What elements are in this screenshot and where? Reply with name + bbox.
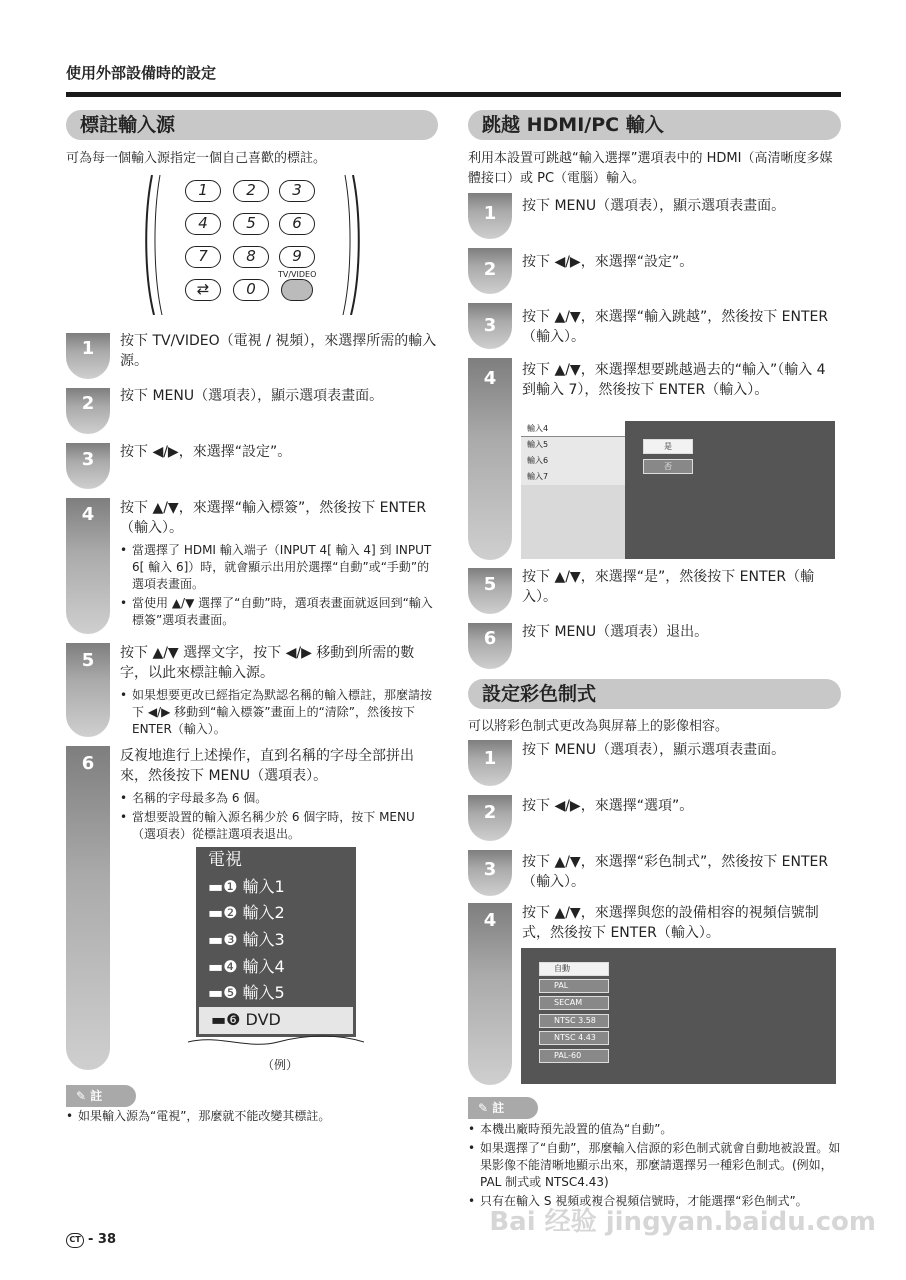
key-0: 0 xyxy=(233,279,269,301)
menu-item: ▬❺ 輸入5 xyxy=(208,983,285,1003)
input-item-selected: 輸入4 xyxy=(521,421,625,437)
menu-item: ▬❷ 輸入2 xyxy=(208,903,285,923)
step-text: 按下 ◀/▶，來選擇“選項”。 xyxy=(522,798,694,814)
watermark-logo: Bai 经验 jingyan.baidu.com xyxy=(489,1207,876,1237)
input-plug-icon: ▬❻ xyxy=(211,1010,246,1030)
color-option: PAL-60 xyxy=(539,1049,609,1063)
key-2: 2 xyxy=(233,180,269,202)
step-number: 5 xyxy=(483,574,497,595)
step-number: 3 xyxy=(483,315,497,336)
step-number: 4 xyxy=(483,910,497,931)
bullet-item: • 當選擇了 HDMI 輸入端子（INPUT 4[ 輸入 4] 到 INPUT 6[ 輸入 6]）時，就會顯示出用於選擇“自動”或“手動”的選項表畫面。 xyxy=(120,542,438,593)
step-number: 4 xyxy=(483,368,497,389)
menu-title: 電視 xyxy=(208,850,242,870)
input-list xyxy=(521,421,625,559)
bullet-item: • 當想要設置的輸入源名稱少於 6 個字時，按下 MENU（選項表）從標註選項表退出。 xyxy=(120,809,438,843)
color-option-selected: 自動 xyxy=(539,962,609,976)
step-bar xyxy=(66,746,110,1070)
step-bullets xyxy=(120,542,438,631)
step-text: 按下 ▲/▼，來選擇與您的設備相容的視頻信號制式，然後按下 ENTER（輸入）。 xyxy=(522,905,819,941)
step-text: 按下 ▲/▼，來選擇想要跳越過去的“輸入”（輸入 4 到輸入 7），然後按下 ENTER（輸入）。 xyxy=(522,362,826,398)
step-text: 按下 ▲/▼ 選擇文字，按下 ◀/▶ 移動到所需的數字，以此來標註輸入源。 xyxy=(120,645,415,681)
bullet-item: • 名稱的字母最多為 6 個。 xyxy=(120,790,438,807)
note-item: • 只有在輸入 S 視頻或複合視頻信號時，才能選擇“彩色制式”。 xyxy=(468,1193,841,1210)
no-option: 否 xyxy=(643,459,693,474)
input-plug-icon: ▬❶ xyxy=(208,876,243,896)
pencil-icon: ✎ xyxy=(478,1101,493,1115)
step-bullets xyxy=(120,687,438,740)
step-text: 按下 ▲/▼，來選擇“輸入標簽”，然後按下 ENTER（輸入）。 xyxy=(120,500,427,536)
step-number: 3 xyxy=(483,859,497,880)
step-text: 按下 ▲/▼，來選擇“是”，然後按下 ENTER（輸入）。 xyxy=(522,569,815,605)
note-item: • 本機出廠時預先設置的值為“自動”。 xyxy=(468,1121,841,1138)
section-intro-input-skip: 利用本設置可跳越“輸入選擇”選項表中的 HDMI（高清晰度多媒體接口）或 PC（電腦）輸入。 xyxy=(468,151,833,186)
step-text: 按下 MENU（選項表），顯示選項表畫面。 xyxy=(522,198,786,214)
input-item: 輸入7 xyxy=(521,469,625,485)
step-number: 2 xyxy=(483,802,497,823)
step-text: 按下 ◀/▶，來選擇“設定”。 xyxy=(120,444,292,460)
step-number: 6 xyxy=(81,753,95,774)
section-title-color-system: 設定彩色制式 xyxy=(468,679,841,709)
input-plug-icon: ▬❹ xyxy=(208,956,243,976)
menu-item: ▬❸ 輸入3 xyxy=(208,930,285,950)
note-item: • 如果選擇了“自動”，那麼輸入信源的彩色制式就會自動地被設置。如果影像不能清晰地顯示出來，那麼請選擇另一種彩色制式。(例如，PAL 制式或 NTSC4.43) xyxy=(468,1140,841,1191)
tvvideo-button xyxy=(281,279,313,301)
section-title-input-label: 標註輸入源 xyxy=(66,110,438,140)
key-5: 5 xyxy=(233,213,269,235)
key-1: 1 xyxy=(185,180,221,202)
input-plug-icon: ▬❺ xyxy=(208,983,243,1003)
menu-item: ▬❶ 輸入1 xyxy=(208,876,285,896)
remote-control-illustration xyxy=(140,175,365,315)
step-number: 2 xyxy=(81,393,95,414)
input-item: 輸入5 xyxy=(521,437,625,453)
step-number: 2 xyxy=(483,259,497,280)
step-number: 4 xyxy=(81,504,95,525)
input-skip-menu xyxy=(521,421,835,559)
note-tag: ✎ 註 xyxy=(468,1097,538,1119)
language-badge: CT xyxy=(66,1233,84,1248)
section-intro-color-system: 可以將彩色制式更改為與屏幕上的影像相容。 xyxy=(468,719,729,734)
key-4: 4 xyxy=(185,213,221,235)
step-number: 6 xyxy=(483,628,497,649)
menu-item: ▬❹ 輸入4 xyxy=(208,956,285,976)
key-8: 8 xyxy=(233,246,269,268)
step-bullets xyxy=(120,790,438,845)
step-text: 按下 ▲/▼，來選擇“彩色制式”，然後按下 ENTER（輸入）。 xyxy=(522,854,829,890)
section-intro-input-label: 可為每一個輸入源指定一個自己喜歡的標註。 xyxy=(66,151,327,166)
step-text: 按下 ▲/▼，來選擇“輸入跳越”，然後按下 ENTER（輸入）。 xyxy=(522,309,829,345)
color-option: SECAM xyxy=(539,996,609,1010)
step-number: 1 xyxy=(483,203,497,224)
key-3: 3 xyxy=(279,180,315,202)
note-list xyxy=(66,1108,438,1127)
key-7: 7 xyxy=(185,246,221,268)
flashback-key-icon: ⇄ xyxy=(185,279,221,301)
tvvideo-label: TV/VIDEO xyxy=(278,270,317,279)
color-option: PAL xyxy=(539,979,609,993)
step-text: 按下 MENU（選項表）退出。 xyxy=(522,624,709,640)
step-number: 5 xyxy=(81,650,95,671)
section-title-input-skip: 跳越 HDMI/PC 輸入 xyxy=(468,110,841,140)
bullet-item: • 當使用 ▲/▼ 選擇了“自動”時，選項表畫面就返回到“輸入標簽”選項表畫面。 xyxy=(120,595,438,629)
input-plug-icon: ▬❷ xyxy=(208,903,243,923)
step-text: 反複地進行上述操作，直到名稱的字母全部拼出來，然後按下 MENU（選項表）。 xyxy=(120,748,414,784)
color-option: NTSC 3.58 xyxy=(539,1014,609,1028)
step-text: 按下 TV/VIDEO（電視 / 視頻），來選擇所需的輸入源。 xyxy=(120,333,437,369)
step-number: 3 xyxy=(81,449,95,470)
torn-edge xyxy=(188,1034,364,1050)
step-text: 按下 ◀/▶，來選擇“設定”。 xyxy=(522,254,694,270)
pencil-icon: ✎ xyxy=(76,1089,91,1103)
note-item: • 如果輸入源為“電視”，那麼就不能改變其標註。 xyxy=(66,1108,438,1125)
color-option: NTSC 4.43 xyxy=(539,1031,609,1045)
key-9: 9 xyxy=(279,246,315,268)
menu-item-selected: ▬❻ DVD xyxy=(199,1007,353,1034)
note-tag: ✎ 註 xyxy=(66,1085,136,1107)
bullet-item: • 如果想要更改已經指定為默認名稱的輸入標註，那麼請按下 ◀/▶ 移動到“輸入標簽”畫面上的“清除”，然後按下 ENTER（輸入）。 xyxy=(120,687,438,738)
input-plug-icon: ▬❸ xyxy=(208,930,243,950)
header-rule xyxy=(66,92,841,97)
page-number: - 38 xyxy=(88,1232,117,1247)
step-number: 1 xyxy=(81,338,95,359)
input-label-menu xyxy=(196,847,356,1037)
menu-caption: （例） xyxy=(262,1058,299,1072)
key-6: 6 xyxy=(279,213,315,235)
step-text: 按下 MENU（選項表），顯示選項表畫面。 xyxy=(120,388,384,404)
note-list xyxy=(468,1121,841,1212)
input-item: 輸入6 xyxy=(521,453,625,469)
page-header-title: 使用外部設備時的設定 xyxy=(66,64,217,82)
step-number: 1 xyxy=(483,748,497,769)
color-system-menu xyxy=(521,948,836,1084)
step-text: 按下 MENU（選項表），顯示選項表畫面。 xyxy=(522,742,786,758)
yes-option: 是 xyxy=(643,439,693,454)
